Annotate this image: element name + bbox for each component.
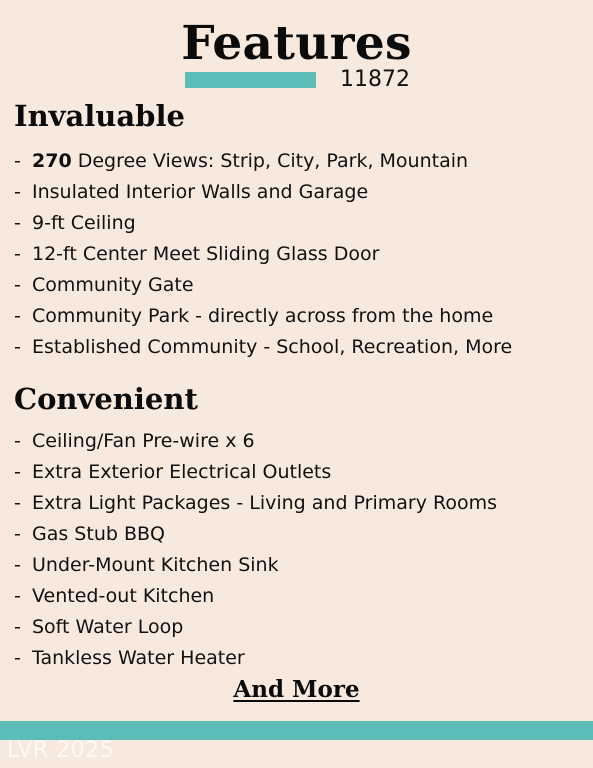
item-text: Community Park - directly across from the home (32, 305, 494, 327)
item-text: Soft Water Loop (32, 616, 184, 638)
list-item (14, 177, 512, 208)
bullet-dash: - (14, 585, 21, 607)
invaluable-heading: Invaluable (14, 99, 185, 133)
item-text: 12-ft Center Meet Sliding Glass Door (32, 243, 380, 265)
item-text: Extra Exterior Electrical Outlets (32, 461, 332, 483)
list-item (14, 581, 497, 612)
item-text: Vented-out Kitchen (32, 585, 215, 607)
list-item (14, 519, 497, 550)
list-item (14, 332, 512, 363)
list-item (14, 301, 512, 332)
bullet-dash: - (14, 461, 21, 483)
item-bold-text: 270 (32, 150, 72, 172)
list-item (14, 239, 512, 270)
list-item (14, 270, 512, 301)
item-text: Gas Stub BBQ (32, 523, 165, 545)
bullet-dash: - (14, 647, 21, 669)
item-text: 9-ft Ceiling (32, 212, 136, 234)
list-item (14, 457, 497, 488)
bullet-dash: - (14, 492, 21, 514)
list-item (14, 612, 497, 643)
page-title: Features (181, 16, 412, 71)
convenient-list (14, 426, 497, 674)
list-item (14, 426, 497, 457)
item-text: Established Community - School, Recreation, More (32, 336, 513, 358)
watermark: LVR 2025 (7, 738, 115, 763)
bullet-dash: - (14, 274, 21, 296)
bullet-dash: - (14, 243, 21, 265)
bullet-dash: - (14, 150, 21, 172)
bullet-dash: - (14, 212, 21, 234)
item-text: Community Gate (32, 274, 194, 296)
bullet-dash: - (14, 305, 21, 327)
convenient-heading: Convenient (14, 382, 198, 416)
invaluable-list (14, 146, 512, 363)
item-text: Extra Light Packages - Living and Primary Rooms (32, 492, 498, 514)
list-item (14, 643, 497, 674)
list-item (14, 488, 497, 519)
item-text: Tankless Water Heater (32, 647, 245, 669)
bullet-dash: - (14, 336, 21, 358)
list-item (14, 208, 512, 239)
bullet-dash: - (14, 430, 21, 452)
title-accent-bar (185, 72, 316, 88)
bullet-dash: - (14, 616, 21, 638)
reference-number: 11872 (340, 67, 410, 92)
item-text: Under-Mount Kitchen Sink (32, 554, 279, 576)
and-more-text: And More (233, 676, 360, 703)
list-item (14, 146, 512, 177)
bullet-dash: - (14, 523, 21, 545)
bullet-dash: - (14, 554, 21, 576)
item-text: Ceiling/Fan Pre-wire x 6 (32, 430, 255, 452)
list-item (14, 550, 497, 581)
bullet-dash: - (14, 181, 21, 203)
item-text: Insulated Interior Walls and Garage (32, 181, 369, 203)
item-text: Degree Views: Strip, City, Park, Mountain (71, 150, 469, 172)
